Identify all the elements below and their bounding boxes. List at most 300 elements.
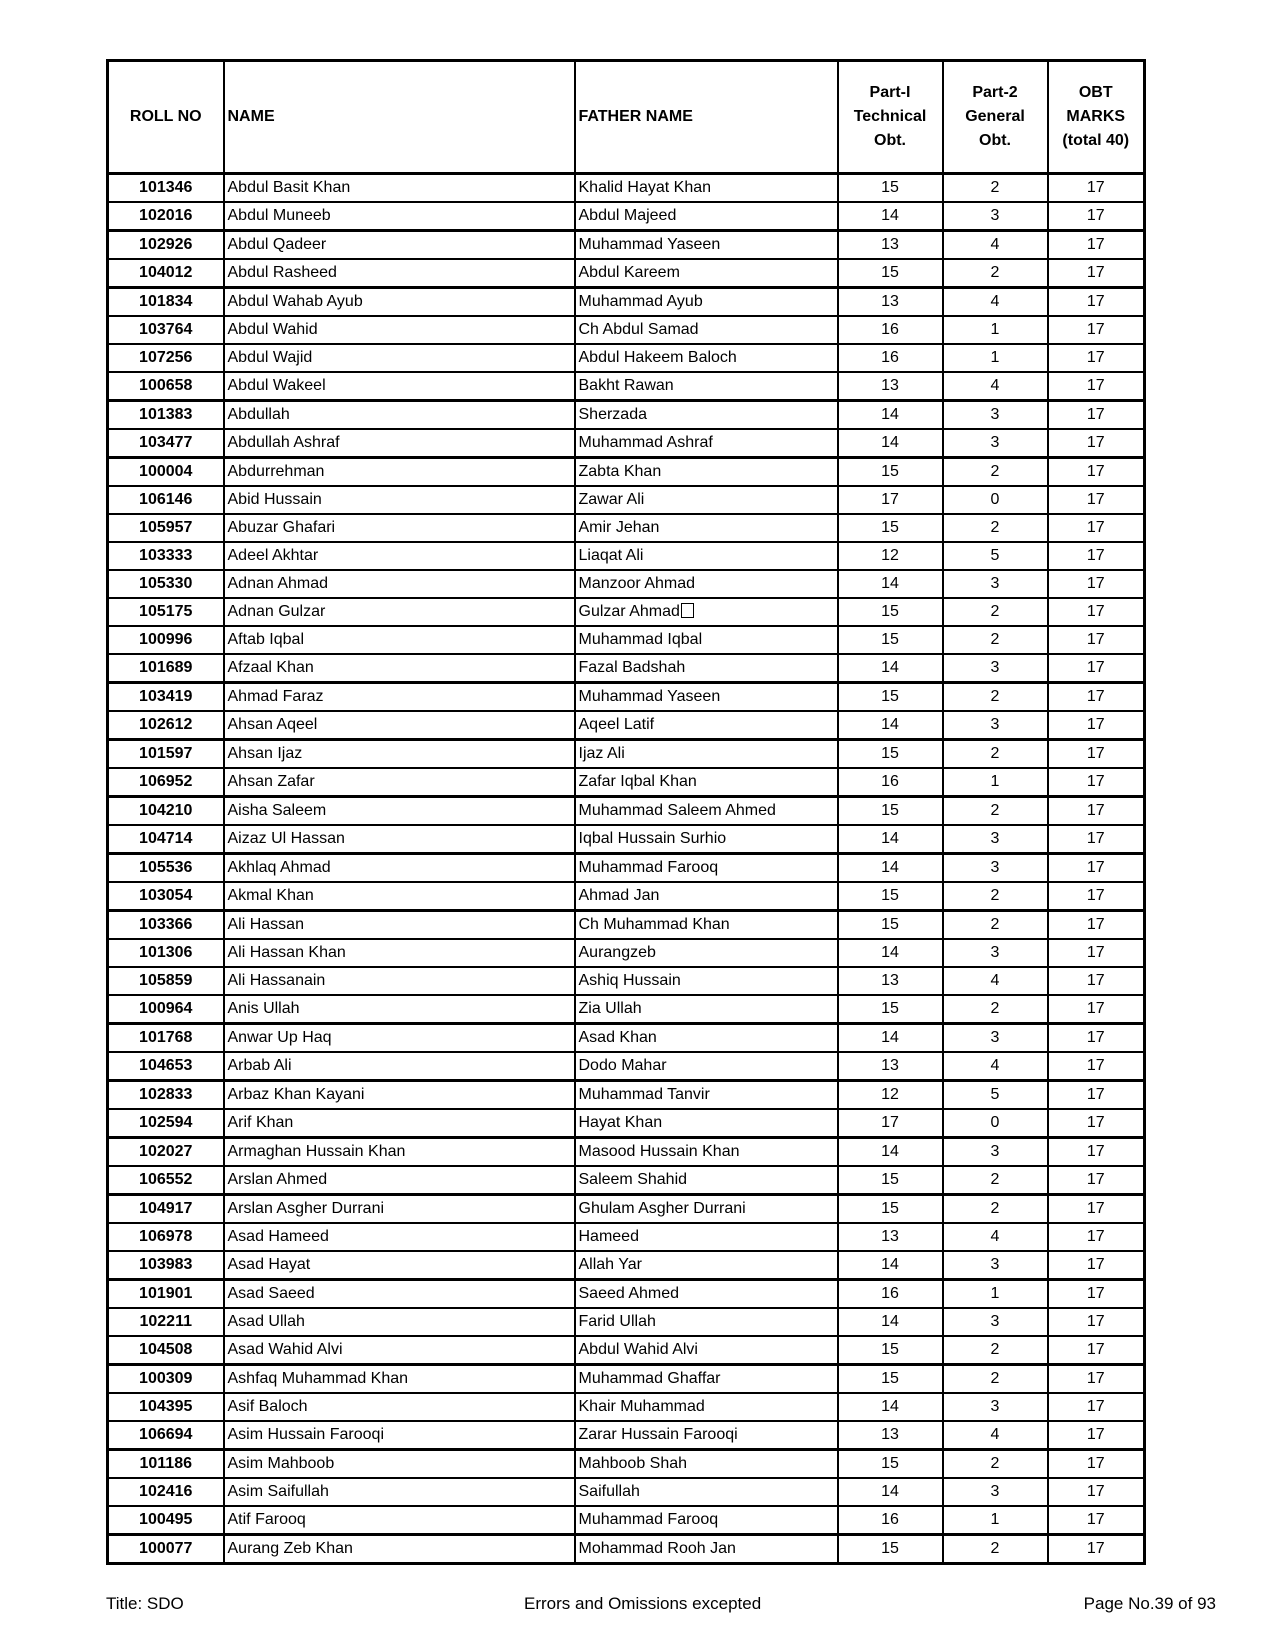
name-cell-text: Asad Saeed [227,1285,315,1302]
father-name-cell-text: Farid Ullah [578,1313,656,1330]
table-row [108,654,1145,683]
part2-score-cell-text: 2 [990,264,1000,281]
part2-score-cell-text: 3 [990,716,1000,733]
obt-marks-cell-text: 17 [1086,1029,1105,1046]
part1-score-cell [838,486,943,514]
obt-marks-cell-text: 17 [1086,519,1105,536]
table-row [108,542,1145,570]
table-row [108,514,1145,542]
header-obt-marks [1048,61,1145,174]
obt-marks-cell-text: 17 [1086,1370,1105,1387]
roll-no-cell-text: 103477 [139,434,193,451]
name-cell [224,570,575,598]
obt-marks-cell-text: 17 [1086,293,1105,310]
part2-score-cell-text: 3 [990,434,1000,451]
father-name-cell [575,429,838,458]
name-cell-text: Asad Hameed [227,1228,329,1245]
table-row [108,1393,1145,1421]
part2-score-cell [943,1308,1048,1336]
father-name-cell-text: Muhammad Tanvir [578,1086,710,1103]
part2-score-cell-text: 4 [990,972,1000,989]
father-name-cell [575,967,838,995]
name-cell [224,1393,575,1421]
obt-marks-cell [1048,1336,1145,1365]
obt-marks-cell-text: 17 [1086,916,1105,933]
roll-no-cell-text: 105859 [139,972,193,989]
part2-score-cell [943,429,1048,458]
roll-no-cell [108,401,224,430]
obt-marks-cell-text: 17 [1086,349,1105,366]
table-row [108,174,1145,203]
name-cell-text: Asad Wahid Alvi [227,1341,343,1358]
part2-score-cell-text: 3 [990,659,1000,676]
obt-marks-cell [1048,288,1145,317]
name-cell-text: Afzaal Khan [227,659,314,676]
roll-no-cell-text: 104508 [139,1341,193,1358]
father-name-cell-text: Saleem Shahid [578,1171,688,1188]
part2-score-cell [943,1280,1048,1309]
roll-no-cell [108,1393,224,1421]
table-row [108,288,1145,317]
part1-score-cell-text: 14 [881,1143,899,1160]
part2-score-cell [943,1138,1048,1167]
part2-score-cell-text: 2 [990,603,1000,620]
obt-marks-cell [1048,231,1145,260]
roll-no-cell-text: 100964 [139,1000,193,1017]
roll-no-cell-text: 102016 [139,207,193,224]
header-obt-line: (total 40) [1062,132,1130,149]
roll-no-cell-text: 102612 [139,716,193,733]
table-row [108,1450,1145,1479]
obt-marks-cell [1048,1109,1145,1138]
roll-no-cell-text: 104210 [139,802,193,819]
table-row [108,1336,1145,1365]
table-row [108,1024,1145,1053]
roll-no-cell [108,514,224,542]
obt-marks-cell [1048,174,1145,203]
part1-score-cell-text: 14 [881,944,899,961]
table-row [108,626,1145,654]
roll-no-cell [108,1138,224,1167]
part1-score-cell-text: 17 [881,1114,899,1131]
name-cell [224,344,575,372]
part2-score-cell [943,202,1048,231]
name-cell [224,1109,575,1138]
part1-score-cell-text: 15 [881,1000,899,1017]
father-name-cell-text: Muhammad Ghaffar [578,1370,721,1387]
part2-score-cell [943,768,1048,797]
name-cell-text: Abdul Wajid [227,349,313,366]
part2-score-cell [943,259,1048,288]
name-cell-text: Abdul Qadeer [227,236,327,253]
roll-no-cell [108,1024,224,1053]
part2-score-cell-text: 4 [990,1228,1000,1245]
part2-score-cell [943,231,1048,260]
part1-score-cell-text: 13 [881,293,899,310]
obt-marks-cell [1048,458,1145,487]
obt-marks-cell [1048,1393,1145,1421]
part2-score-cell [943,654,1048,683]
part2-score-cell-text: 1 [990,1511,1000,1528]
part1-score-cell-text: 14 [881,207,899,224]
part1-score-cell [838,711,943,740]
part2-score-cell [943,598,1048,626]
father-name-cell [575,259,838,288]
father-name-cell-text: Ch Muhammad Khan [578,916,730,933]
father-name-cell [575,344,838,372]
part1-score-cell [838,202,943,231]
roll-no-cell-text: 106952 [139,773,193,790]
table-row [108,372,1145,401]
obt-marks-cell-text: 17 [1086,1455,1105,1472]
roll-no-cell-text: 102416 [139,1483,193,1500]
header-obt-line: OBT [1078,84,1113,101]
roll-no-cell-text: 102027 [139,1143,193,1160]
obt-marks-cell [1048,911,1145,940]
roll-no-cell [108,1336,224,1365]
footer-page-number: Page No.39 of 93 [1083,1594,1216,1613]
obt-marks-cell-text: 17 [1086,1000,1105,1017]
roll-no-cell-text: 101689 [139,659,193,676]
obt-marks-cell [1048,711,1145,740]
part2-score-cell [943,458,1048,487]
name-cell-text: Asim Mahboob [227,1455,335,1472]
obt-marks-cell [1048,1195,1145,1224]
roll-no-cell-text: 101597 [139,745,193,762]
roll-no-cell [108,1166,224,1195]
part2-score-cell-text: 2 [990,1455,1000,1472]
part2-score-cell-text: 4 [990,1426,1000,1443]
roll-no-cell [108,1052,224,1081]
name-cell-text: Arslan Asgher Durrani [227,1200,385,1217]
obt-marks-cell [1048,1535,1145,1564]
father-name-cell-text: Khalid Hayat Khan [578,179,712,196]
name-cell [224,1251,575,1280]
father-name-cell [575,711,838,740]
name-cell [224,1336,575,1365]
father-name-cell-text: Muhammad Farooq [578,1511,719,1528]
table-row [108,1478,1145,1506]
roll-no-cell [108,372,224,401]
roll-no-cell [108,542,224,570]
part2-score-cell [943,1109,1048,1138]
roll-no-cell [108,768,224,797]
father-name-cell-text: Hayat Khan [578,1114,663,1131]
roll-no-cell [108,995,224,1024]
father-name-cell-text: Ashiq Hussain [578,972,681,989]
name-cell-text: Asim Hussain Farooqi [227,1426,384,1443]
obt-marks-cell-text: 17 [1086,236,1105,253]
part2-score-cell [943,882,1048,911]
part1-score-cell-text: 16 [881,773,899,790]
table-body [108,174,1145,1564]
part2-score-cell [943,911,1048,940]
part2-score-cell-text: 4 [990,236,1000,253]
part1-score-cell-text: 13 [881,1426,899,1443]
part2-score-cell-text: 2 [990,1341,1000,1358]
father-name-cell-text: Zabta Khan [578,463,662,480]
part2-score-cell-text: 1 [990,349,1000,366]
table-row [108,1251,1145,1280]
name-cell-text: Asad Ullah [227,1313,305,1330]
roll-no-cell-text: 102594 [139,1114,193,1131]
name-cell-text: Ali Hassanain [227,972,326,989]
name-cell-text: Abdul Wakeel [227,377,326,394]
table-row [108,967,1145,995]
obt-marks-cell-text: 17 [1086,463,1105,480]
obt-marks-cell [1048,797,1145,826]
part2-score-cell [943,542,1048,570]
roll-no-cell [108,1506,224,1535]
part1-score-cell-text: 15 [881,1341,899,1358]
obt-marks-cell-text: 17 [1086,491,1105,508]
part1-score-cell-text: 15 [881,603,899,620]
roll-no-cell [108,429,224,458]
father-name-cell-text: Muhammad Farooq [578,859,719,876]
part2-score-cell-text: 1 [990,1285,1000,1302]
name-cell [224,598,575,626]
table-row [108,1280,1145,1309]
roll-no-cell [108,1308,224,1336]
part1-score-cell [838,1109,943,1138]
father-name-cell-text: Mohammad Rooh Jan [578,1540,736,1557]
father-name-cell-text: Saeed Ahmed [578,1285,680,1302]
name-cell-text: Akmal Khan [227,887,314,904]
father-name-cell [575,1478,838,1506]
part2-score-cell [943,939,1048,967]
part1-score-cell-text: 15 [881,745,899,762]
obt-marks-cell [1048,1138,1145,1167]
father-name-cell [575,174,838,203]
obt-marks-cell [1048,1308,1145,1336]
roll-no-cell [108,854,224,883]
roll-no-cell-text: 104917 [139,1200,193,1217]
part1-score-cell [838,1052,943,1081]
roll-no-cell [108,202,224,231]
part1-score-cell-text: 15 [881,1370,899,1387]
name-cell-text: Aftab Iqbal [227,631,304,648]
part1-score-cell-text: 14 [881,1256,899,1273]
name-cell-text: Armaghan Hussain Khan [227,1143,406,1160]
obt-marks-cell [1048,401,1145,430]
part1-score-cell [838,1535,943,1564]
name-cell [224,202,575,231]
obt-marks-cell [1048,316,1145,344]
header-part1-line: Technical [853,108,927,125]
obt-marks-cell-text: 17 [1086,1057,1105,1074]
part1-score-cell [838,1393,943,1421]
obt-marks-cell [1048,486,1145,514]
obt-marks-cell-text: 17 [1086,1313,1105,1330]
part1-score-cell-text: 15 [881,688,899,705]
part1-score-cell-text: 16 [881,1511,899,1528]
name-cell [224,458,575,487]
obt-marks-cell [1048,825,1145,854]
header-part2-line: Part-2 [972,84,1018,101]
roll-no-cell-text: 101834 [139,293,193,310]
father-name-cell [575,768,838,797]
part2-score-cell-text: 3 [990,1256,1000,1273]
roll-no-cell-text: 100495 [139,1511,193,1528]
father-name-cell [575,486,838,514]
part1-score-cell-text: 15 [881,1200,899,1217]
obt-marks-cell-text: 17 [1086,631,1105,648]
name-cell [224,401,575,430]
part2-score-cell [943,1081,1048,1110]
part2-score-cell [943,1166,1048,1195]
name-cell [224,1421,575,1450]
part1-score-cell-text: 15 [881,1455,899,1472]
page-footer [106,1592,1216,1616]
father-name-cell [575,316,838,344]
obt-marks-cell [1048,429,1145,458]
roll-no-cell-text: 103366 [139,916,193,933]
roll-no-cell-text: 106694 [139,1426,193,1443]
roll-no-cell-text: 106978 [139,1228,193,1245]
part1-score-cell [838,1251,943,1280]
father-name-cell-text: Mahboob Shah [578,1455,688,1472]
roll-no-cell [108,711,224,740]
obt-marks-cell-text: 17 [1086,830,1105,847]
father-name-cell [575,854,838,883]
table-row [108,231,1145,260]
part1-score-cell-text: 14 [881,716,899,733]
part2-score-cell-text: 1 [990,321,1000,338]
name-cell [224,542,575,570]
part1-score-cell [838,570,943,598]
part1-score-cell [838,995,943,1024]
roll-no-cell [108,1251,224,1280]
roll-no-cell [108,911,224,940]
part1-score-cell-text: 15 [881,802,899,819]
part1-score-cell [838,1166,943,1195]
obt-marks-cell-text: 17 [1086,716,1105,733]
name-cell-text: Arbaz Khan Kayani [227,1086,365,1103]
roll-no-cell [108,654,224,683]
part1-score-cell [838,288,943,317]
father-name-cell-text: Abdul Wahid Alvi [578,1341,698,1358]
roll-no-cell-text: 106146 [139,491,193,508]
part1-score-cell-text: 12 [881,1086,899,1103]
header-father-name: FATHER NAME [575,61,838,174]
table-row [108,259,1145,288]
name-cell [224,882,575,911]
obt-marks-cell [1048,768,1145,797]
name-cell [224,1195,575,1224]
father-name-cell [575,202,838,231]
roll-no-cell [108,825,224,854]
obt-marks-cell-text: 17 [1086,802,1105,819]
part2-score-cell-text: 3 [990,1313,1000,1330]
obt-marks-cell [1048,683,1145,712]
obt-marks-cell-text: 17 [1086,1228,1105,1245]
father-name-cell [575,514,838,542]
table-row [108,1166,1145,1195]
name-cell [224,797,575,826]
part2-score-cell-text: 3 [990,406,1000,423]
table-row [108,202,1145,231]
roll-no-cell-text: 104714 [139,830,193,847]
obt-marks-cell [1048,202,1145,231]
name-cell-text: Abdul Muneeb [227,207,331,224]
part1-score-cell [838,1450,943,1479]
part2-score-cell-text: 2 [990,631,1000,648]
part2-score-cell [943,1478,1048,1506]
part1-score-cell [838,1365,943,1394]
father-name-cell [575,654,838,683]
roll-no-cell-text: 103983 [139,1256,193,1273]
part1-score-cell [838,939,943,967]
part2-score-cell-text: 3 [990,575,1000,592]
father-name-cell-text: Abdul Majeed [578,207,677,224]
name-cell [224,1365,575,1394]
name-cell-text: Asad Hayat [227,1256,311,1273]
roll-no-cell [108,259,224,288]
obt-marks-cell [1048,654,1145,683]
part1-score-cell [838,429,943,458]
father-name-cell [575,1024,838,1053]
obt-marks-cell [1048,259,1145,288]
obt-marks-cell-text: 17 [1086,972,1105,989]
father-name-cell-text: Zafar Iqbal Khan [578,773,697,790]
name-cell-text: Ahsan Ijaz [227,745,303,762]
part2-score-cell [943,316,1048,344]
name-cell [224,1138,575,1167]
roll-no-cell [108,1109,224,1138]
part1-score-cell-text: 14 [881,830,899,847]
obt-marks-cell [1048,1280,1145,1309]
name-cell-text: Abdul Basit Khan [227,179,351,196]
obt-marks-cell-text: 17 [1086,1398,1105,1415]
obt-marks-cell [1048,1024,1145,1053]
table-row [108,683,1145,712]
table-row [108,486,1145,514]
roll-no-cell [108,683,224,712]
father-name-cell-text: Ijaz Ali [578,745,625,762]
part1-score-cell-text: 14 [881,1398,899,1415]
name-cell [224,626,575,654]
roll-no-cell [108,1223,224,1251]
obt-marks-cell [1048,1052,1145,1081]
name-cell-text: Arif Khan [227,1114,294,1131]
obt-marks-cell [1048,854,1145,883]
name-cell [224,1052,575,1081]
name-cell [224,1535,575,1564]
part1-score-cell [838,1478,943,1506]
obt-marks-cell-text: 17 [1086,745,1105,762]
header-obt-line: MARKS [1066,108,1126,125]
father-name-cell [575,683,838,712]
father-name-cell-text: Abdul Hakeem Baloch [578,349,737,366]
roll-no-cell-text: 103054 [139,887,193,904]
table-row [108,711,1145,740]
obt-marks-cell-text: 17 [1086,547,1105,564]
results-table [106,59,1146,1565]
father-name-cell [575,1336,838,1365]
table-row [108,825,1145,854]
father-name-cell [575,825,838,854]
part1-score-cell-text: 15 [881,179,899,196]
roll-no-cell-text: 102211 [139,1313,192,1330]
name-cell-text: Ashfaq Muhammad Khan [227,1370,409,1387]
father-name-cell [575,570,838,598]
father-name-cell [575,401,838,430]
part2-score-cell-text: 3 [990,1398,1000,1415]
name-cell [224,514,575,542]
roll-no-cell-text: 104653 [139,1057,193,1074]
roll-no-cell [108,1450,224,1479]
name-cell [224,1308,575,1336]
